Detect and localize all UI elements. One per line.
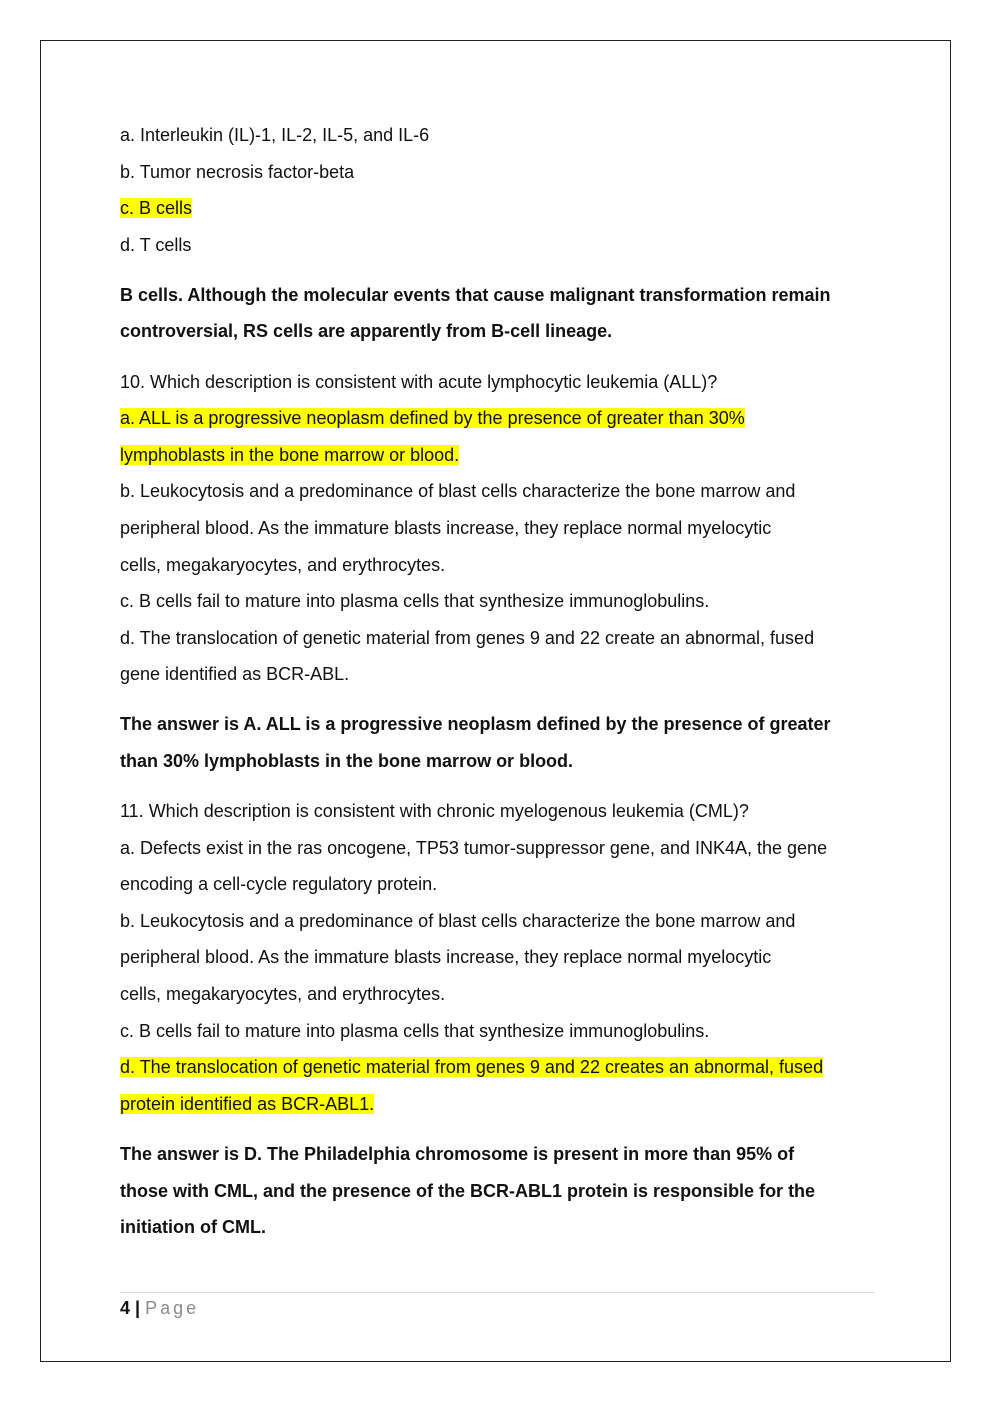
- q10-option-a-highlighted: a. ALL is a progressive neoplasm defined by the presence of greater than 30%: [120, 408, 745, 429]
- q9-option-d: d. T cells: [120, 234, 192, 255]
- q10-answer-line: The answer is A. ALL is a progressive neoplasm defined by the presence of greater: [120, 714, 831, 735]
- q11-option-a: encoding a cell-cycle regulatory protein.: [120, 874, 438, 895]
- q11-question: 11. Which description is consistent with chronic myelogenous leukemia (CML)?: [120, 801, 749, 822]
- q10-answer: [120, 706, 880, 779]
- q10-option-c: c. B cells fail to mature into plasma cells that synthesize immunoglobulins.: [120, 591, 710, 612]
- q11-option-a: a. Defects exist in the ras oncogene, TP53 tumor-suppressor gene, and INK4A, the gene: [120, 837, 828, 858]
- page-footer: [120, 1296, 199, 1320]
- q10-option-b: cells, megakaryocytes, and erythrocytes.: [120, 554, 446, 575]
- q11-block: [120, 793, 880, 1122]
- q10-option-a-highlighted: lymphoblasts in the bone marrow or blood.: [120, 444, 460, 465]
- q10-option-b: peripheral blood. As the immature blasts increase, they replace normal myelocytic: [120, 517, 772, 538]
- q11-answer-line: initiation of CML.: [120, 1217, 266, 1238]
- q11-option-d-highlighted: protein identified as BCR-ABL1.: [120, 1093, 375, 1114]
- q9-answer-line: B cells. Although the molecular events that cause malignant transformation remain: [120, 284, 831, 305]
- q11-answer-line: The answer is D. The Philadelphia chromosome is present in more than 95% of: [120, 1143, 795, 1164]
- document-body: [120, 117, 880, 1246]
- q10-answer-line: than 30% lymphoblasts in the bone marrow or blood.: [120, 751, 574, 771]
- q9-option-b: b. Tumor necrosis factor-beta: [120, 161, 355, 182]
- q11-option-b: b. Leukocytosis and a predominance of blast cells characterize the bone marrow and: [120, 910, 796, 931]
- q9-answer: [120, 277, 880, 350]
- q9-option-a: a. Interleukin (IL)-1, IL-2, IL-5, and IL-6: [120, 125, 430, 145]
- q10-question: 10. Which description is consistent with acute lymphocytic leukemia (ALL)?: [120, 371, 718, 392]
- q10-option-b: b. Leukocytosis and a predominance of blast cells characterize the bone marrow and: [120, 481, 796, 502]
- q11-option-b: peripheral blood. As the immature blasts increase, they replace normal myelocytic: [120, 947, 772, 968]
- q9-options: [120, 117, 880, 263]
- footer-divider: [120, 1292, 874, 1293]
- page-separator: |: [135, 1298, 141, 1318]
- page-label: Page: [145, 1298, 200, 1318]
- q9-option-c-highlighted: c. B cells: [120, 198, 193, 219]
- q11-option-b: cells, megakaryocytes, and erythrocytes.: [120, 984, 446, 1005]
- q9-answer-line: controversial, RS cells are apparently from B-cell lineage.: [120, 321, 613, 342]
- q11-option-c: c. B cells fail to mature into plasma cells that synthesize immunoglobulins.: [120, 1020, 710, 1041]
- q10-option-d: gene identified as BCR-ABL.: [120, 664, 350, 685]
- q11-option-d-highlighted: d. The translocation of genetic material from genes 9 and 22 creates an abnormal, fused: [120, 1057, 824, 1078]
- q11-answer-line: those with CML, and the presence of the BCR-ABL1 protein is responsible for the: [120, 1180, 816, 1201]
- q10-block: [120, 364, 880, 693]
- q11-answer: [120, 1136, 880, 1246]
- q10-option-d: d. The translocation of genetic material from genes 9 and 22 create an abnormal, fused: [120, 627, 815, 648]
- page-number: 4: [120, 1298, 131, 1318]
